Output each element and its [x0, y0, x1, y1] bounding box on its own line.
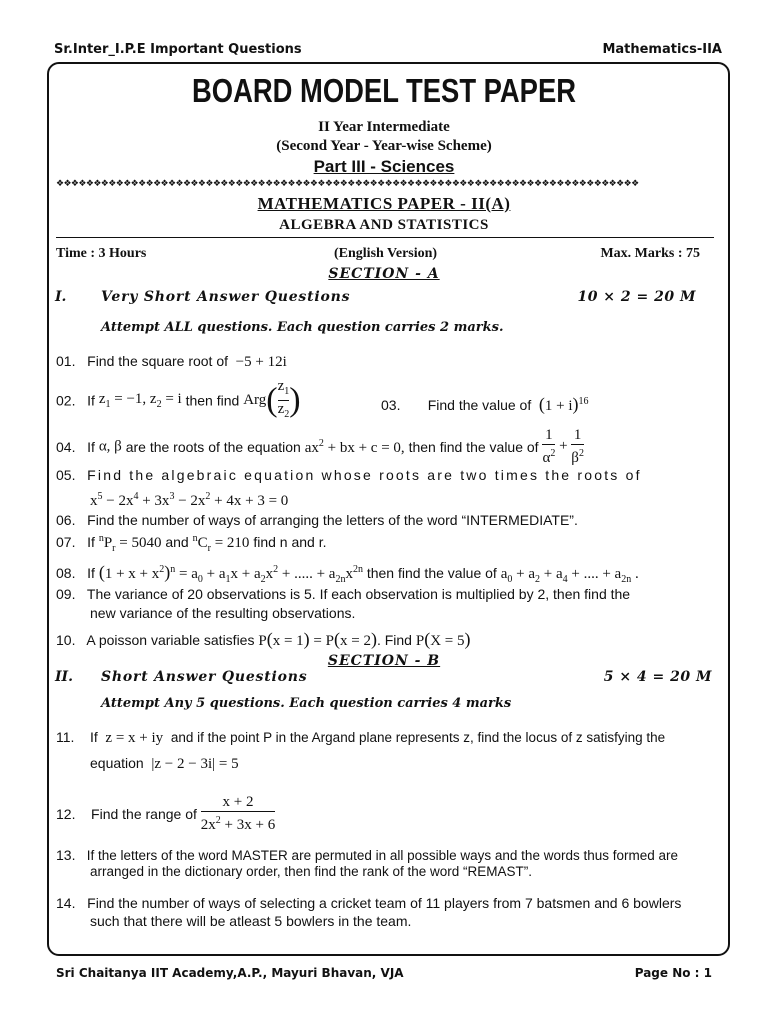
question-3 [381, 394, 589, 415]
question-4 [56, 427, 584, 467]
header-left: Sr.Inter_I.P.E Important Questions [54, 42, 302, 57]
math-expression: α, β [98, 438, 122, 455]
question-number: 07. [56, 534, 76, 550]
footer-left: Sri Chaitanya IIT Academy,A.P., Mayuri Bhavan, VJA [56, 966, 404, 980]
time-label: Time : 3 Hours [56, 246, 147, 261]
part-label: Part III - Sciences [313, 157, 455, 176]
math-expression: Arg( $\frac{z_1}{z_2}$ ) [243, 378, 301, 420]
section-a-heading: Very Short Answer Questions [101, 289, 351, 305]
question-text: are the roots of the equation [125, 439, 301, 455]
question-number: 05. [56, 467, 76, 483]
math-expression: $z_1 = -1$, $z_2 = i$ [98, 391, 182, 410]
question-text: If [90, 729, 98, 745]
question-11 [56, 729, 665, 747]
question-text: If [87, 534, 95, 550]
question-5 [56, 467, 713, 483]
question-text: then find the value of [408, 439, 539, 455]
question-text: If [87, 392, 95, 409]
question-number: 11. [56, 729, 75, 745]
math-expression: $(1 + x + x^2)^n = a_0 + a_1x + a_2x^2$ + ..... + $a_{2n}x^{2n}$ [98, 562, 363, 585]
math-expression: |z − 2 − 3i| = 5 [147, 756, 239, 772]
question-11-line-2 [90, 755, 239, 773]
math-expression: $\frac{1}{\alpha^2}$ + $\frac{1}{\beta^2}$ [542, 427, 584, 466]
paper-title: MATHEMATICS PAPER - II(A) [257, 194, 511, 213]
question-text: If the letters of the word MASTER are permuted in all possible ways and the words thus formed are [86, 848, 679, 863]
question-9 [56, 586, 630, 602]
section-b-instructions: Attempt Any 5 questions. Each question carries 4 marks [101, 696, 512, 711]
question-number: 02. [56, 392, 76, 409]
question-text: Find the square root of [87, 353, 229, 369]
math-expression: $ax^2$ + bx + c = 0, [304, 437, 405, 456]
question-text: Find the number of ways of selecting a cricket team of 11 players from 7 batsmen and 6 bowlers [87, 895, 682, 911]
question-10 [56, 629, 471, 650]
section-a-marks: 10 × 2 = 20 M [577, 289, 696, 305]
question-text: and [165, 534, 189, 550]
math-expression: $^nP_r = 5040$ [98, 533, 162, 554]
version-label: (English Version) [334, 246, 438, 261]
diamond-divider: ❖❖❖❖❖❖❖❖❖❖❖❖❖❖❖❖❖❖❖❖❖❖❖❖❖❖❖❖❖❖❖❖❖❖❖❖❖❖❖❖❖❖❖❖❖❖❖❖❖❖❖❖❖❖❖❖❖❖❖❖❖❖❖❖❖❖❖❖❖❖❖❖❖❖❖❖❖❖ [56, 178, 639, 188]
section-b-title: SECTION - B [327, 653, 441, 669]
math-expression: $\frac{x + 2}{2x^2 + 3x + 6}$ [200, 794, 276, 833]
question-text: If [87, 439, 95, 455]
question-text: equation [90, 755, 144, 771]
question-text: Find the algebraic equation whose roots are two times the roots of [87, 467, 642, 483]
section-a-roman: I. [55, 289, 67, 305]
subtitle-year: II Year Intermediate [318, 119, 450, 135]
math-expression: $(1 + i)^{16}$ [538, 394, 589, 414]
question-text: Find the number of ways of arranging the letters of the word “INTERMEDIATE”. [87, 512, 578, 528]
question-14 [56, 895, 681, 911]
header-rule [56, 237, 714, 238]
math-expression: −5 + 12i [231, 354, 287, 370]
section-a-instructions: Attempt ALL questions. Each question carries 2 marks. [101, 320, 504, 335]
question-text: such that there will be atleast 5 bowlers in the team. [90, 913, 412, 929]
question-number: 10. [56, 632, 76, 648]
question-number: 08. [56, 565, 76, 581]
question-text: Find the range of [91, 806, 197, 822]
section-b-roman: II. [55, 669, 73, 685]
question-number: 03. [381, 397, 401, 413]
question-8 [56, 562, 639, 585]
question-number: 13. [56, 847, 76, 863]
question-12 [56, 794, 275, 836]
subtitle-scheme: (Second Year - Year-wise Scheme) [276, 138, 492, 154]
question-text: . Find [376, 632, 412, 648]
question-text: If [87, 565, 95, 581]
header-right: Mathematics-IIA [602, 42, 722, 57]
math-expression: P(x = 1) = P(x = 2) [258, 629, 377, 649]
question-7 [56, 533, 327, 554]
question-number: 01. [56, 353, 76, 369]
question-6 [56, 512, 578, 528]
question-text: Find the value of [427, 397, 532, 413]
question-text: The variance of 20 observations is 5. If each observation is multiplied by 2, then find the [86, 586, 631, 602]
question-number: 09. [56, 586, 76, 602]
question-number: 14. [56, 895, 76, 911]
page-number: Page No : 1 [634, 966, 712, 980]
math-expression: $a_0 + a_2 + a_4$ + .... + $a_{2n}$ . [500, 566, 639, 585]
question-text: then find the value of [366, 565, 497, 581]
math-expression: P(X = 5) [415, 629, 471, 649]
question-number: 04. [56, 439, 76, 455]
math-expression: $^nC_r = 210$ [192, 533, 250, 554]
question-text: find n and r. [253, 534, 327, 550]
subject-title: ALGEBRA AND STATISTICS [279, 217, 489, 233]
section-b-marks: 5 × 4 = 20 M [603, 669, 712, 685]
section-b-heading: Short Answer Questions [101, 669, 308, 685]
section-a-title: SECTION - A [328, 266, 440, 282]
max-marks: Max. Marks : 75 [600, 246, 700, 261]
math-expression: $x^5 - 2x^4 + 3x^3 - 2x^2 + 4x + 3 = 0$ [90, 491, 289, 509]
question-text: arranged in the dictionary order, then find the rank of the word “REMAST”. [90, 864, 532, 879]
question-text: new variance of the resulting observations. [90, 605, 356, 621]
math-expression: z = x + iy [101, 730, 167, 746]
question-13 [56, 847, 678, 863]
question-text: then find [185, 392, 240, 409]
question-text: A poisson variable satisfies [86, 632, 255, 648]
question-number: 12. [56, 806, 76, 822]
question-number: 06. [56, 512, 76, 528]
question-text: and if the point P in the Argand plane represents z, find the locus of z satisfying the [170, 730, 666, 745]
page-title: BOARD MODEL TEST PAPER [191, 72, 577, 109]
question-2 [56, 378, 301, 426]
question-1 [56, 353, 287, 371]
